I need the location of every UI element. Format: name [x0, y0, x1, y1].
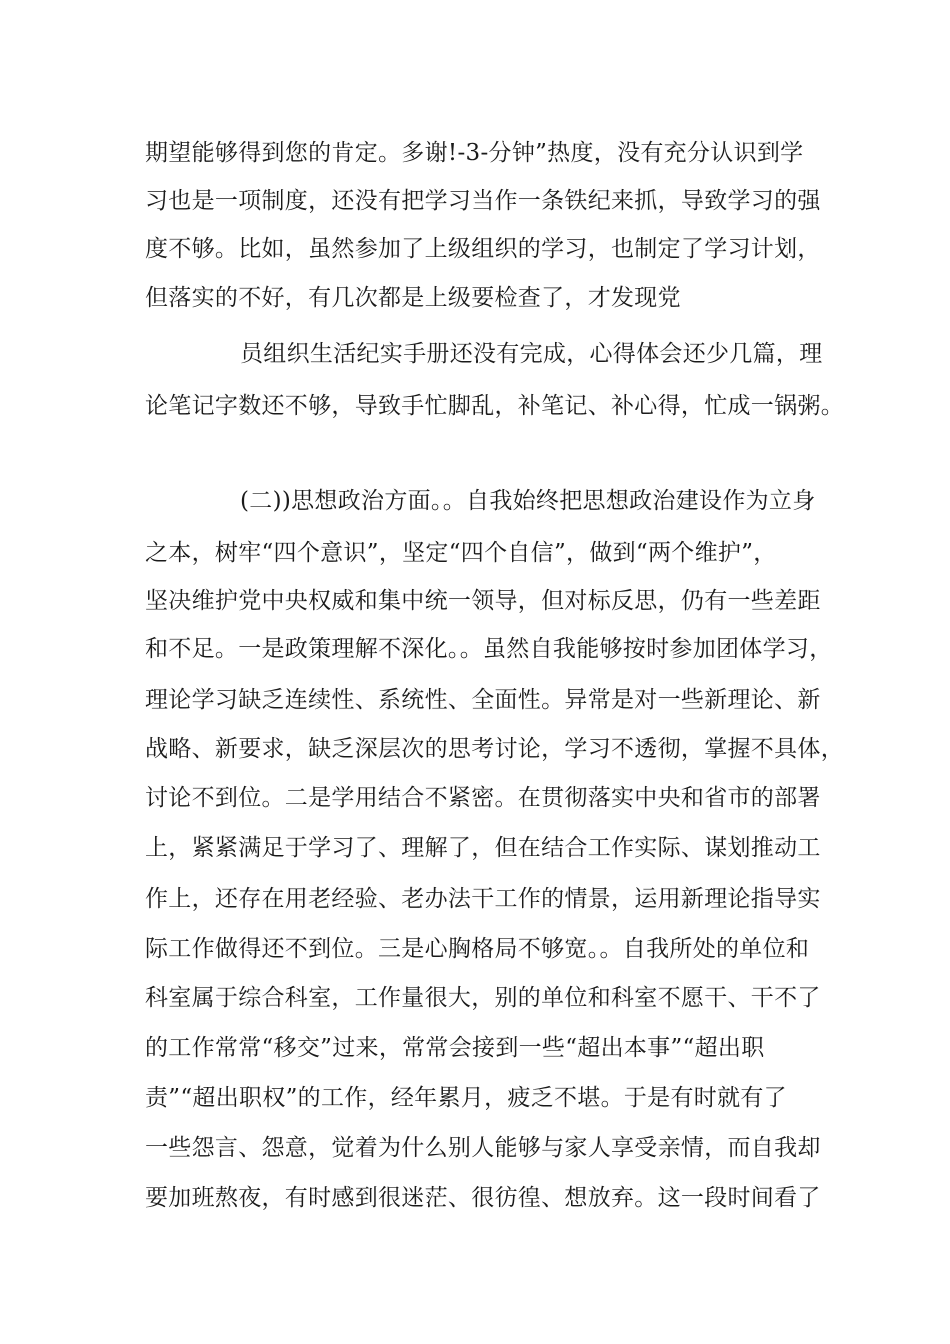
text-line: 讨论不到位。二是学用结合不紧密。在贯彻落实中央和省市的部署 — [145, 785, 821, 811]
text-line: 要加班熬夜，有时感到很迷茫、很彷徨、想放弃。这一段时间看了 — [145, 1185, 821, 1211]
text-line: 科室属于综合科室，工作量很大，别的单位和科室不愿干、干不了 — [145, 985, 821, 1011]
text-line: 但落实的不好，有几次都是上级要检查了，才发现党 — [145, 285, 681, 311]
text-line: 度不够。比如，虽然参加了上级组织的学习，也制定了学习计划， — [145, 236, 821, 262]
text-line: 战略、新要求，缺乏深层次的思考讨论，学习不透彻，掌握不具体， — [145, 736, 844, 762]
text-line: 作上，还存在用老经验、老办法干工作的情景，运用新理论指导实 — [145, 886, 821, 912]
text-line: 员组织生活纪实手册还没有完成，心得体会还少几篇，理 — [240, 341, 823, 367]
text-line: 上，紧紧满足于学习了、理解了，但在结合工作实际、谋划推动工 — [145, 835, 821, 861]
text-line: 期望能够得到您的肯定。多谢!-3-分钟”热度，没有充分认识到学 — [145, 140, 804, 166]
text-line: 和不足。一是政策理解不深化。。虽然自我能够按时参加团体学习， — [145, 636, 833, 662]
text-line: 坚决维护党中央权威和集中统一领导，但对标反思，仍有一些差距 — [145, 588, 821, 614]
text-line: 习也是一项制度，还没有把学习当作一条铁纪来抓，导致学习的强 — [145, 188, 821, 214]
text-line: 责”“超出职权”的工作，经年累月，疲乏不堪。于是有时就有了 — [145, 1085, 787, 1111]
text-line: 之本，树牢“四个意识”，坚定“四个自信”，做到“两个维护”， — [145, 540, 777, 566]
text-line: 理论学习缺乏连续性、系统性、全面性。异常是对一些新理论、新 — [145, 687, 821, 713]
text-line: 际工作做得还不到位。三是心胸格局不够宽。。自我所处的单位和 — [145, 936, 810, 962]
section-heading-line: (二))思想政治方面。。自我始终把思想政治建设作为立身 — [240, 488, 816, 514]
text-line: 的工作常常“移交”过来，常常会接到一些“超出本事”“超出职 — [145, 1035, 765, 1061]
text-line: 一些怨言、怨意，觉着为什么别人能够与家人享受亲情，而自我却 — [145, 1135, 821, 1161]
text-line: 论笔记字数还不够，导致手忙脚乱，补笔记、补心得，忙成一锅粥。 — [145, 393, 844, 419]
